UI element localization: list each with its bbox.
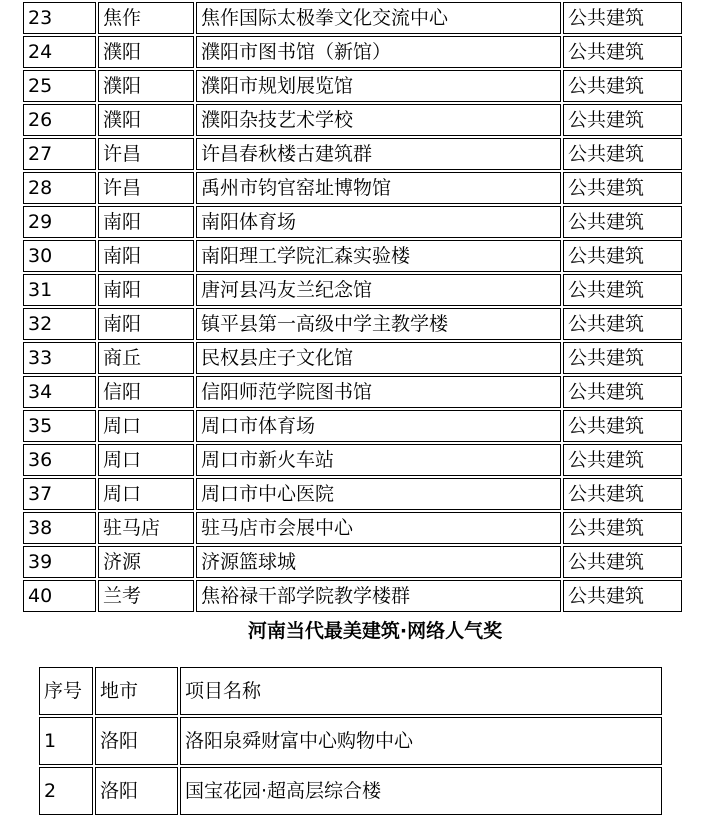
cell-city: 洛阳 (95, 767, 178, 815)
cell-row-number: 38 (23, 512, 96, 544)
cell-project-name: 濮阳市图书馆（新馆） (196, 36, 561, 68)
cell-city: 许昌 (98, 172, 194, 204)
cell-category: 公共建筑 (563, 478, 682, 510)
awards-table (21, 0, 684, 614)
cell-row-number: 27 (23, 138, 96, 170)
cell-city: 南阳 (98, 308, 194, 340)
cell-category: 公共建筑 (563, 512, 682, 544)
cell-row-number: 33 (23, 342, 96, 374)
table-row (39, 717, 662, 765)
cell-project-name: 濮阳杂技艺术学校 (196, 104, 561, 136)
cell-project-name: 禹州市钧官窑址博物馆 (196, 172, 561, 204)
cell-category: 公共建筑 (563, 308, 682, 340)
cell-category: 公共建筑 (563, 206, 682, 238)
cell-project-name: 唐河县冯友兰纪念馆 (196, 274, 561, 306)
cell-project-name: 民权县庄子文化馆 (196, 342, 561, 374)
table-row (23, 172, 682, 204)
cell-row-number: 24 (23, 36, 96, 68)
table-row (23, 138, 682, 170)
cell-city: 商丘 (98, 342, 194, 374)
table-row (23, 2, 682, 34)
cell-row-number: 37 (23, 478, 96, 510)
cell-row-number: 31 (23, 274, 96, 306)
section-title: 河南当代最美建筑·网络人气奖 (247, 620, 503, 642)
table-row (23, 342, 682, 374)
header-cell-no: 序号 (39, 667, 93, 715)
cell-row-number: 26 (23, 104, 96, 136)
cell-row-number: 36 (23, 444, 96, 476)
cell-project-name: 洛阳泉舜财富中心购物中心 (180, 717, 662, 765)
table-row (23, 206, 682, 238)
table-row (23, 36, 682, 68)
cell-row-number: 30 (23, 240, 96, 272)
cell-row-number: 29 (23, 206, 96, 238)
table-row (23, 240, 682, 272)
cell-row-number: 40 (23, 580, 96, 612)
popularity-header-row (39, 667, 662, 715)
cell-city: 许昌 (98, 138, 194, 170)
cell-project-name: 济源篮球城 (196, 546, 561, 578)
cell-row-number: 25 (23, 70, 96, 102)
table-row (23, 410, 682, 442)
table-row (23, 274, 682, 306)
cell-project-name: 国宝花园·超高层综合楼 (180, 767, 662, 815)
cell-project-name: 许昌春秋楼古建筑群 (196, 138, 561, 170)
cell-project-name: 信阳师范学院图书馆 (196, 376, 561, 408)
cell-row-number: 34 (23, 376, 96, 408)
table-row (39, 767, 662, 815)
cell-category: 公共建筑 (563, 104, 682, 136)
table-row (23, 478, 682, 510)
cell-row-number: 35 (23, 410, 96, 442)
cell-project-name: 周口市中心医院 (196, 478, 561, 510)
cell-city: 济源 (98, 546, 194, 578)
header-cell-city: 地市 (95, 667, 178, 715)
cell-category: 公共建筑 (563, 138, 682, 170)
cell-row-number: 1 (39, 717, 93, 765)
cell-row-number: 28 (23, 172, 96, 204)
cell-category: 公共建筑 (563, 2, 682, 34)
cell-category: 公共建筑 (563, 342, 682, 374)
table-row (23, 104, 682, 136)
cell-row-number: 39 (23, 546, 96, 578)
cell-city: 周口 (98, 478, 194, 510)
awards-table-body (23, 2, 682, 612)
cell-category: 公共建筑 (563, 410, 682, 442)
cell-city: 兰考 (98, 580, 194, 612)
cell-city: 周口 (98, 444, 194, 476)
cell-project-name: 濮阳市规划展览馆 (196, 70, 561, 102)
table-row (23, 308, 682, 340)
cell-city: 南阳 (98, 240, 194, 272)
popularity-table-body (39, 717, 662, 815)
cell-project-name: 周口市新火车站 (196, 444, 561, 476)
cell-category: 公共建筑 (563, 580, 682, 612)
cell-city: 濮阳 (98, 70, 194, 102)
cell-project-name: 周口市体育场 (196, 410, 561, 442)
cell-category: 公共建筑 (563, 36, 682, 68)
cell-category: 公共建筑 (563, 546, 682, 578)
table-row (23, 376, 682, 408)
cell-city: 南阳 (98, 206, 194, 238)
cell-category: 公共建筑 (563, 376, 682, 408)
table-row (23, 580, 682, 612)
cell-city: 周口 (98, 410, 194, 442)
cell-row-number: 23 (23, 2, 96, 34)
cell-project-name: 焦裕禄干部学院教学楼群 (196, 580, 561, 612)
cell-project-name: 驻马店市会展中心 (196, 512, 561, 544)
cell-row-number: 2 (39, 767, 93, 815)
cell-category: 公共建筑 (563, 172, 682, 204)
cell-category: 公共建筑 (563, 240, 682, 272)
cell-city: 洛阳 (95, 717, 178, 765)
table-row (23, 70, 682, 102)
table-row (23, 444, 682, 476)
table-row (23, 546, 682, 578)
cell-city: 南阳 (98, 274, 194, 306)
cell-project-name: 镇平县第一高级中学主教学楼 (196, 308, 561, 340)
cell-project-name: 南阳体育场 (196, 206, 561, 238)
cell-city: 驻马店 (98, 512, 194, 544)
cell-category: 公共建筑 (563, 274, 682, 306)
cell-project-name: 南阳理工学院汇森实验楼 (196, 240, 561, 272)
popularity-table (37, 665, 664, 817)
table-row (23, 512, 682, 544)
cell-category: 公共建筑 (563, 70, 682, 102)
cell-row-number: 32 (23, 308, 96, 340)
cell-city: 信阳 (98, 376, 194, 408)
cell-city: 濮阳 (98, 36, 194, 68)
cell-project-name: 焦作国际太极拳文化交流中心 (196, 2, 561, 34)
cell-city: 濮阳 (98, 104, 194, 136)
header-cell-project: 项目名称 (180, 667, 662, 715)
cell-category: 公共建筑 (563, 444, 682, 476)
cell-city: 焦作 (98, 2, 194, 34)
